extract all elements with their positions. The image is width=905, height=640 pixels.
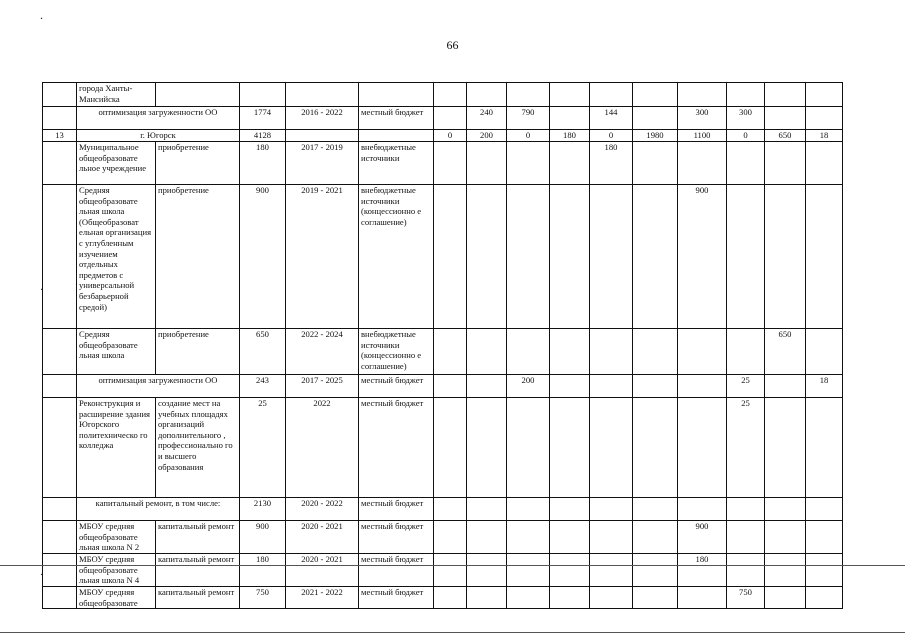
action-cell: капитальный ремонт bbox=[156, 587, 240, 609]
value-cell: 240 bbox=[467, 107, 507, 130]
source-cell: местный бюджет bbox=[359, 107, 434, 130]
period-cell: 2017 - 2025 bbox=[286, 375, 359, 398]
row-name: капитальный ремонт, в том числе: bbox=[77, 498, 240, 521]
value-cell: 25 bbox=[727, 375, 765, 398]
capacity-cell: 750 bbox=[240, 587, 286, 609]
table-row bbox=[43, 554, 843, 587]
value-cell: 0 bbox=[727, 130, 765, 142]
action-cell: приобретение bbox=[156, 329, 240, 375]
period-cell: 2016 - 2022 bbox=[286, 107, 359, 130]
value-cell: 180 bbox=[590, 142, 633, 185]
row-name: оптимизация загруженности ОО bbox=[77, 375, 240, 398]
period-cell: 2021 - 2022 bbox=[286, 587, 359, 609]
table-row bbox=[43, 587, 843, 609]
value-cell: 180 bbox=[678, 554, 727, 587]
row-name: оптимизация загруженности ОО bbox=[77, 107, 240, 130]
action-cell: создание мест на учебных площадях организаций дополнительного , профессионально го и высшего образования bbox=[156, 398, 240, 498]
table-row bbox=[43, 398, 843, 498]
value-cell: 25 bbox=[727, 398, 765, 498]
row-name: Муниципальное общеобразовате льное учреждение bbox=[77, 142, 156, 185]
period-cell: 2017 - 2019 bbox=[286, 142, 359, 185]
source-cell: внебюджетные источники (концессионно е соглашение) bbox=[359, 329, 434, 375]
capacity-cell: 1774 bbox=[240, 107, 286, 130]
value-cell: 790 bbox=[507, 107, 550, 130]
action-cell: капитальный ремонт bbox=[156, 554, 240, 587]
table-row bbox=[43, 329, 843, 375]
table-row bbox=[43, 375, 843, 398]
action-cell: капитальный ремонт bbox=[156, 521, 240, 554]
period-cell: 2022 bbox=[286, 398, 359, 498]
scan-line bbox=[0, 565, 905, 566]
period-cell: 2020 - 2022 bbox=[286, 498, 359, 521]
value-cell: 650 bbox=[765, 130, 806, 142]
source-cell: местный бюджет bbox=[359, 498, 434, 521]
capacity-cell: 4128 bbox=[240, 130, 286, 142]
value-cell: 0 bbox=[590, 130, 633, 142]
source-cell: местный бюджет bbox=[359, 587, 434, 609]
capacity-cell: 900 bbox=[240, 521, 286, 554]
row-name: города Ханты-Мансийска bbox=[77, 83, 156, 107]
table-row bbox=[43, 521, 843, 554]
row-name: МБОУ средняя общеобразовате bbox=[77, 587, 156, 609]
capacity-cell: 243 bbox=[240, 375, 286, 398]
value-cell: 200 bbox=[467, 130, 507, 142]
value-cell: 180 bbox=[550, 130, 590, 142]
value-cell: 200 bbox=[507, 375, 550, 398]
capacity-cell: 180 bbox=[240, 142, 286, 185]
city-name: г. Югорск bbox=[77, 130, 240, 142]
value-cell: 18 bbox=[806, 375, 843, 398]
value-cell: 18 bbox=[806, 130, 843, 142]
value-cell: 650 bbox=[765, 329, 806, 375]
value-cell: 300 bbox=[727, 107, 765, 130]
row-name: Реконструкция и расширение здания Югорского политехническо го колледжа bbox=[77, 398, 156, 498]
value-cell: 1100 bbox=[678, 130, 727, 142]
table-row bbox=[43, 83, 843, 107]
period-cell: 2022 - 2024 bbox=[286, 329, 359, 375]
scan-mark: · bbox=[40, 285, 44, 296]
row-number: 13 bbox=[43, 130, 77, 142]
table-row bbox=[43, 185, 843, 329]
scan-line bbox=[0, 632, 905, 633]
value-cell: 750 bbox=[727, 587, 765, 609]
period-cell: 2020 - 2021 bbox=[286, 554, 359, 587]
source-cell: местный бюджет bbox=[359, 398, 434, 498]
capacity-cell: 180 bbox=[240, 554, 286, 587]
value-cell: 900 bbox=[678, 185, 727, 329]
table-row bbox=[43, 107, 843, 130]
period-cell: 2019 - 2021 bbox=[286, 185, 359, 329]
page-number: 66 bbox=[446, 38, 459, 52]
capacity-cell: 2130 bbox=[240, 498, 286, 521]
value-cell: 0 bbox=[507, 130, 550, 142]
source-cell: внебюджетные источники (концессионно е соглашение) bbox=[359, 185, 434, 329]
capacity-cell: 25 bbox=[240, 398, 286, 498]
table-row bbox=[43, 498, 843, 521]
value-cell: 300 bbox=[678, 107, 727, 130]
value-cell: 144 bbox=[590, 107, 633, 130]
value-cell: 900 bbox=[678, 521, 727, 554]
source-cell: внебюджетные источники bbox=[359, 142, 434, 185]
action-cell: приобретение bbox=[156, 142, 240, 185]
source-cell: местный бюджет bbox=[359, 521, 434, 554]
value-cell: 1980 bbox=[633, 130, 678, 142]
table-row bbox=[43, 130, 843, 142]
row-name: МБОУ средняя общеобразовате льная школа N 2 bbox=[77, 521, 156, 554]
period-cell: 2020 - 2021 bbox=[286, 521, 359, 554]
capacity-cell: 900 bbox=[240, 185, 286, 329]
source-cell: местный бюджет bbox=[359, 554, 434, 587]
row-name: Средняя общеобразовате льная школа bbox=[77, 329, 156, 375]
table-row bbox=[43, 142, 843, 185]
action-cell: приобретение bbox=[156, 185, 240, 329]
row-name: МБОУ средняя общеобразовате льная школа N 4 bbox=[77, 554, 156, 587]
budget-table bbox=[42, 82, 843, 609]
capacity-cell: 650 bbox=[240, 329, 286, 375]
value-cell: 0 bbox=[434, 130, 467, 142]
source-cell: местный бюджет bbox=[359, 375, 434, 398]
scan-dot: . bbox=[40, 8, 43, 22]
row-name: Средняя общеобразовате льная школа (Общеобразоват ельная организация с углубленным изучением отдельных предметов с универсальной безбарьерной средой) bbox=[77, 185, 156, 329]
scan-mark: · bbox=[40, 570, 44, 581]
